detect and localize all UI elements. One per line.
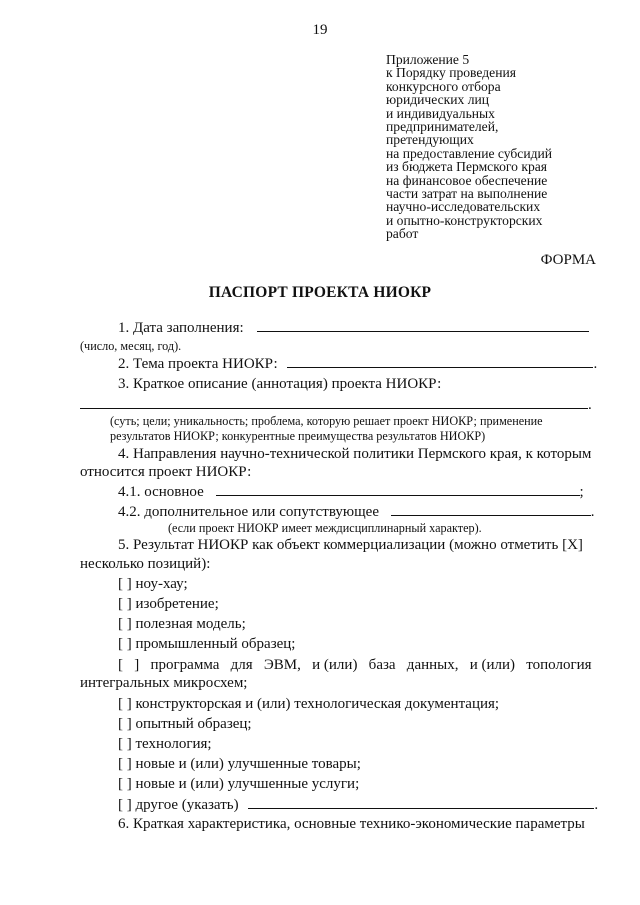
option-other[interactable] (118, 796, 598, 814)
item-4-1-end: ; (579, 484, 584, 500)
appendix-line: предпринимателей, (386, 119, 499, 135)
item-3-hint-2: результатов НИОКР; конкурентные преимущества результатов НИОКР) (110, 429, 486, 443)
item-4-1-label: 4.1. основное (118, 484, 204, 500)
item-2-label: 2. Тема проекта НИОКР: (118, 356, 278, 372)
item-1-label: 1. Дата заполнения: (118, 320, 244, 336)
option-invention[interactable]: [ ] изобретение; (118, 596, 219, 612)
appendix-line: и опытно-конструкторских (386, 212, 543, 228)
appendix-line: Приложение 5 (386, 52, 470, 67)
item-3-fill (80, 396, 592, 414)
secondary-direction-fill-line[interactable] (391, 503, 591, 516)
page-number: 19 (312, 22, 328, 38)
other-fill-line[interactable] (248, 796, 594, 809)
item-4-2-hint: (если проект НИОКР имеет междисциплинарный характер). (168, 521, 482, 535)
option-software-line-2: интегральных микросхем; (80, 675, 248, 691)
option-services[interactable]: [ ] новые и (или) улучшенные услуги; (118, 776, 360, 792)
option-other-end: . (594, 797, 599, 813)
item-5-line-2: несколько позиций): (80, 556, 211, 572)
appendix-line: части затрат на выполнение (386, 186, 548, 202)
topic-fill-line[interactable] (287, 355, 593, 368)
item-5-line-1: 5. Результат НИОКР как объект коммерциализации (можно отметить [Х] (118, 537, 583, 553)
appendix-line: из бюджета Пермского края (386, 159, 548, 175)
appendix-line: и индивидуальных (386, 105, 495, 121)
appendix-line: юридических лиц (386, 92, 490, 108)
item-4-line-1: 4. Направления научно-технической политики Пермского края, к которым (118, 446, 592, 462)
date-fill-line[interactable] (257, 319, 589, 332)
appendix-line: к Порядку проведения (386, 65, 517, 81)
appendix-block (386, 53, 552, 241)
option-other-label: [ ] другое (указать) (118, 797, 239, 813)
item-2-topic (118, 355, 597, 373)
item-4-2 (118, 503, 594, 521)
item-4-line-2: относится проект НИОКР: (80, 464, 252, 480)
option-utility-model[interactable]: [ ] полезная модель; (118, 616, 246, 632)
main-direction-fill-line[interactable] (216, 483, 580, 496)
item-3-hint-1: (суть; цели; уникальность; проблема, которую решает проект НИОКР; применение (110, 414, 543, 428)
form-label: ФОРМА (540, 252, 596, 268)
item-3-label: 3. Краткое описание (аннотация) проекта НИОКР: (118, 376, 442, 392)
item-4-1 (118, 483, 584, 501)
item-1-date (118, 319, 589, 337)
annotation-fill-line[interactable] (80, 396, 588, 409)
item-3-end: . (588, 397, 592, 413)
option-technology[interactable]: [ ] технология; (118, 736, 212, 752)
appendix-line: конкурсного отбора (386, 78, 501, 94)
option-industrial-design[interactable]: [ ] промышленный образец; (118, 636, 296, 652)
appendix-line: на предоставление субсидий (386, 145, 553, 161)
option-know-how[interactable]: [ ] ноу-хау; (118, 576, 188, 592)
appendix-line: на финансовое обеспечение (386, 172, 548, 188)
document-title: ПАСПОРТ ПРОЕКТА НИОКР (208, 284, 432, 301)
option-software-line-1[interactable]: [ ] программа для ЭВМ, и (или) база данных, и (или) топология (118, 657, 592, 673)
appendix-line: научно-исследовательских (386, 199, 541, 215)
option-goods[interactable]: [ ] новые и (или) улучшенные товары; (118, 756, 361, 772)
appendix-line: работ (386, 226, 419, 242)
item-4-2-end: . (590, 504, 595, 520)
appendix-line: претендующих (386, 132, 474, 148)
option-prototype[interactable]: [ ] опытный образец; (118, 716, 252, 732)
item-4-2-label: 4.2. дополнительное или сопутствующее (118, 504, 379, 520)
item-2-end: . (593, 356, 598, 372)
item-6-line-1: 6. Краткая характеристика, основные технико-экономические параметры (118, 816, 585, 832)
item-1-hint: (число, месяц, год). (80, 339, 182, 353)
option-documentation[interactable]: [ ] конструкторская и (или) технологическая документация; (118, 696, 500, 712)
